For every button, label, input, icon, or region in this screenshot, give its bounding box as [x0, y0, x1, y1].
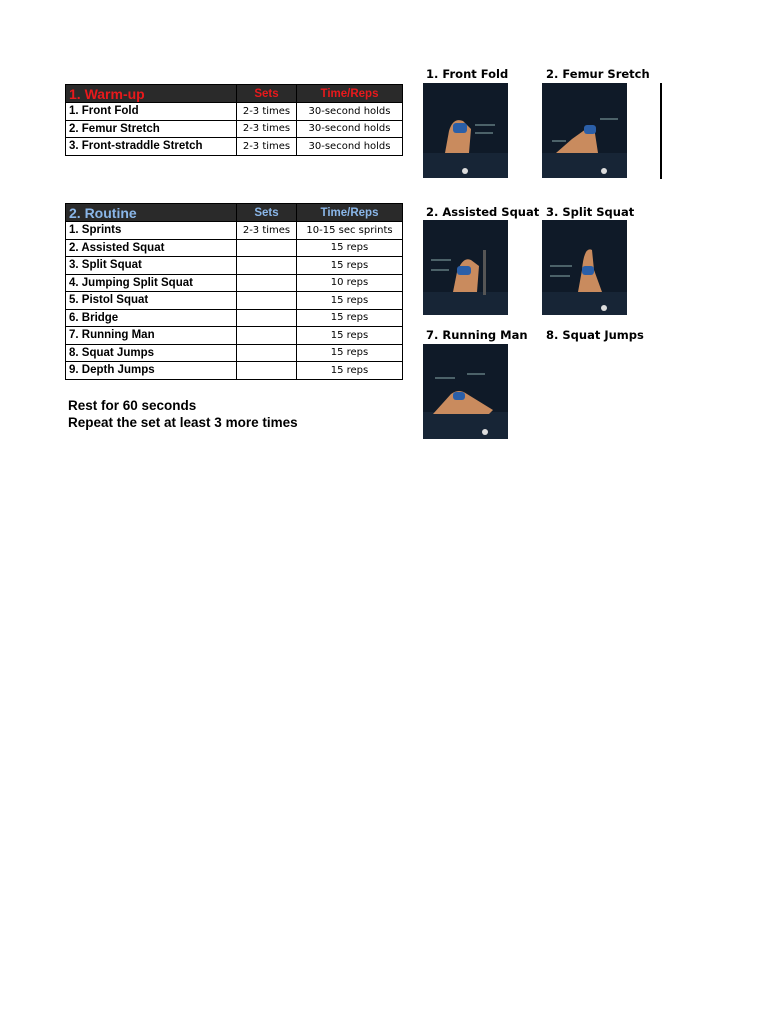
caption-running-man: 7. Running Man: [426, 328, 528, 342]
exercise-name: 3. Split Squat: [66, 257, 237, 275]
sets-cell: 2-3 times: [237, 103, 297, 121]
caption-squat-jumps: 8. Squat Jumps: [546, 328, 644, 342]
time-cell: 15 reps: [297, 292, 403, 310]
exercise-name: 2. Femur Stretch: [66, 120, 237, 138]
exercise-name: 8. Squat Jumps: [66, 344, 237, 362]
exercise-name: 9. Depth Jumps: [66, 362, 237, 380]
time-cell: 15 reps: [297, 239, 403, 257]
assisted-squat-image: [423, 220, 508, 315]
femur-stretch-image: [542, 83, 627, 178]
time-cell: 15 reps: [297, 344, 403, 362]
table-row: [66, 292, 403, 310]
caption-split-squat: 3. Split Squat: [546, 205, 635, 219]
caption-front-fold: 1. Front Fold: [426, 67, 509, 81]
warmup-title: 1. Warm-up: [66, 85, 237, 103]
table-row: [66, 103, 403, 121]
table-row: [66, 222, 403, 240]
warmup-table: [65, 84, 403, 156]
repeat-note: Repeat the set at least 3 more times: [68, 415, 298, 430]
sets-cell: [237, 257, 297, 275]
exercise-name: 6. Bridge: [66, 309, 237, 327]
table-row: [66, 344, 403, 362]
warmup-header-row: [66, 85, 403, 103]
time-cell: 15 reps: [297, 309, 403, 327]
time-cell: 10 reps: [297, 274, 403, 292]
exercise-name: 1. Sprints: [66, 222, 237, 240]
table-row: [66, 239, 403, 257]
time-cell: 30-second holds: [297, 103, 403, 121]
time-cell: 30-second holds: [297, 120, 403, 138]
running-man-image: [423, 344, 508, 439]
routine-table: [65, 203, 403, 380]
rest-note: Rest for 60 seconds: [68, 398, 197, 413]
caption-femur-stretch: 2. Femur Sretch: [546, 67, 650, 81]
sets-cell: [237, 327, 297, 345]
time-cell: 30-second holds: [297, 138, 403, 156]
table-row: [66, 120, 403, 138]
sets-cell: [237, 344, 297, 362]
routine-header-row: [66, 204, 403, 222]
sets-cell: [237, 309, 297, 327]
exercise-name: 5. Pistol Squat: [66, 292, 237, 310]
caption-assisted-squat: 2. Assisted Squat: [426, 205, 540, 219]
divider-line: [660, 83, 662, 179]
exercise-name: 7. Running Man: [66, 327, 237, 345]
routine-sets-header: Sets: [237, 204, 297, 222]
table-row: [66, 309, 403, 327]
table-row: [66, 327, 403, 345]
sets-cell: [237, 292, 297, 310]
time-cell: 15 reps: [297, 362, 403, 380]
exercise-name: 3. Front-straddle Stretch: [66, 138, 237, 156]
table-row: [66, 362, 403, 380]
exercise-name: 2. Assisted Squat: [66, 239, 237, 257]
time-cell: 15 reps: [297, 327, 403, 345]
routine-title: 2. Routine: [66, 204, 237, 222]
sets-cell: [237, 239, 297, 257]
table-row: [66, 257, 403, 275]
table-row: [66, 274, 403, 292]
time-cell: 15 reps: [297, 257, 403, 275]
sets-cell: 2-3 times: [237, 120, 297, 138]
warmup-sets-header: Sets: [237, 85, 297, 103]
exercise-name: 4. Jumping Split Squat: [66, 274, 237, 292]
front-fold-image: [423, 83, 508, 178]
time-cell: 10-15 sec sprints: [297, 222, 403, 240]
warmup-time-header: Time/Reps: [297, 85, 403, 103]
sets-cell: 2-3 times: [237, 138, 297, 156]
exercise-name: 1. Front Fold: [66, 103, 237, 121]
sets-cell: [237, 274, 297, 292]
split-squat-image: [542, 220, 627, 315]
table-row: [66, 138, 403, 156]
sets-cell: [237, 362, 297, 380]
routine-time-header: Time/Reps: [297, 204, 403, 222]
sets-cell: 2-3 times: [237, 222, 297, 240]
